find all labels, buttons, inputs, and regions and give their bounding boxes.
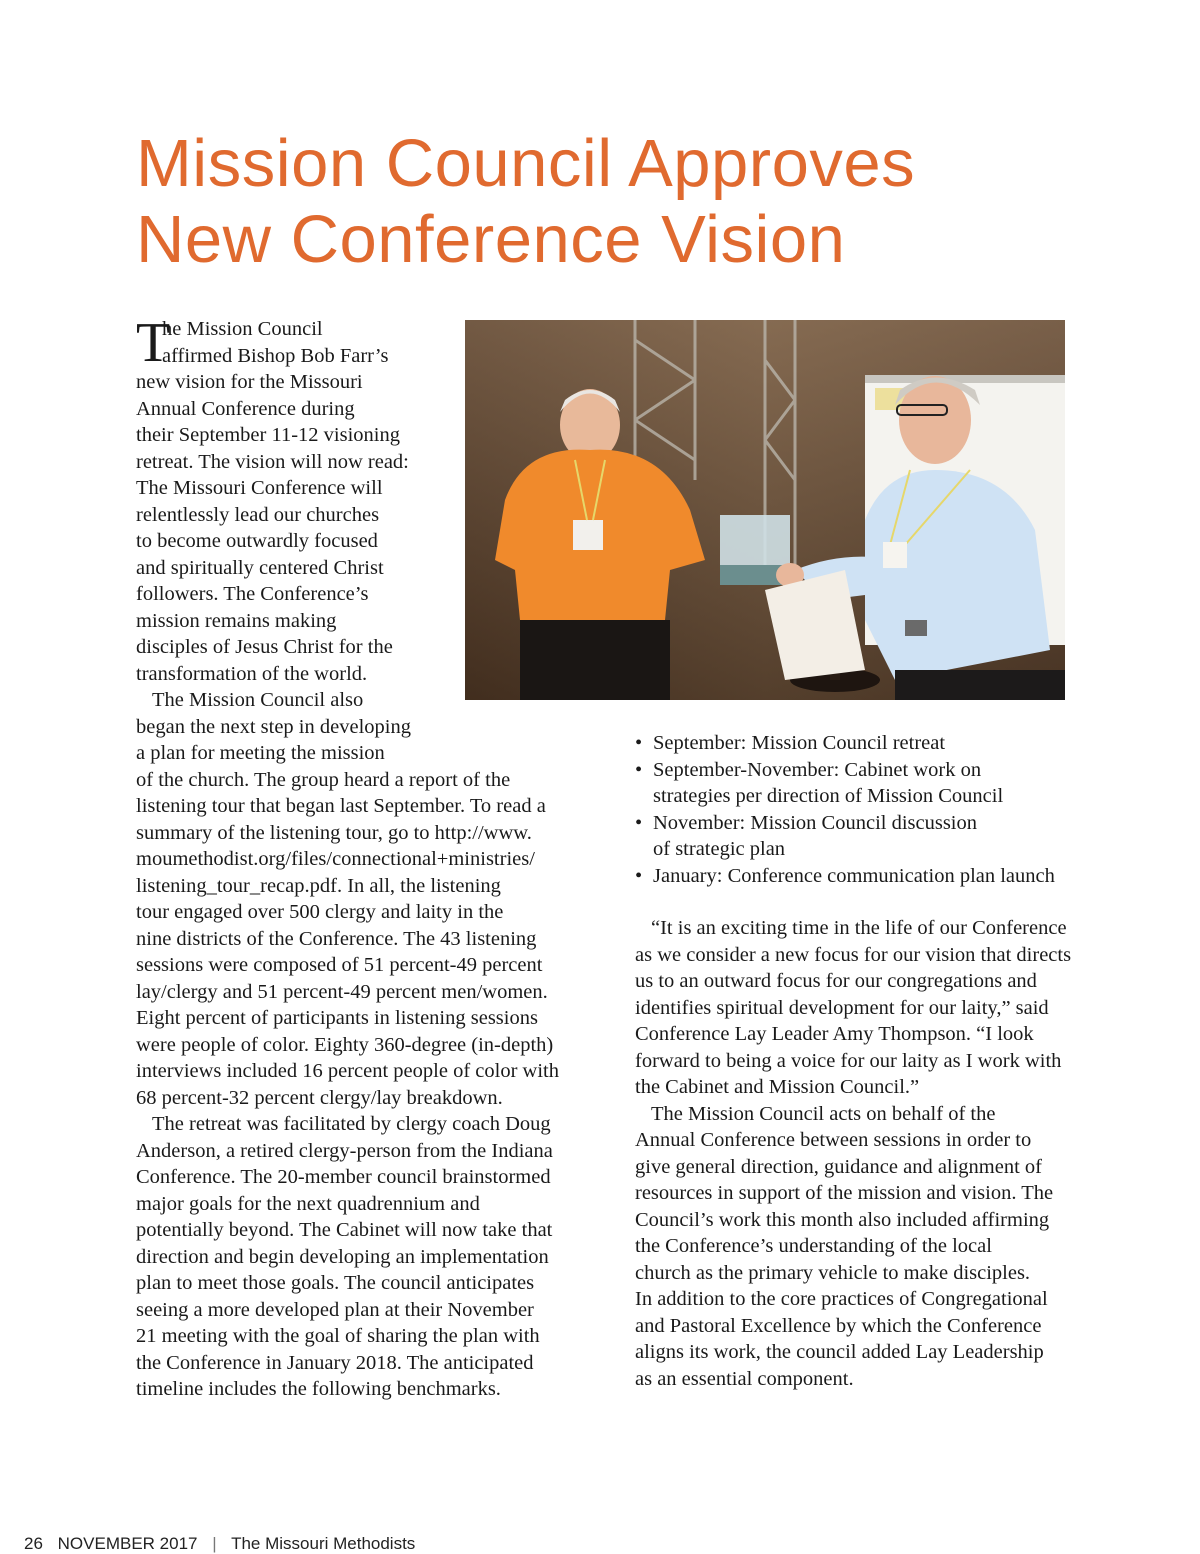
drop-cap: T [136,312,171,374]
timeline-item [635,730,1075,757]
text-line: the Conference’s understanding of the local [635,1235,992,1257]
text-line: give general direction, guidance and alignment of [635,1155,1042,1178]
bullet-icon: • [635,758,643,781]
text-line: summary of the listening tour, go to http://www. [136,821,532,844]
text-line: Conference. The 20-member council brainstormed [136,1166,551,1188]
text-line: of the church. The group heard a report of the [136,768,511,791]
timeline-item [635,810,1075,863]
text-line: major goals for the next quadrennium and [136,1192,480,1215]
text-line: to become outwardly focused [136,530,378,552]
bullet-icon: • [635,732,643,754]
text-line: the Conference in January 2018. The anticipated [136,1351,534,1374]
bullet-icon: • [635,864,643,887]
text-line: aligns its work, the council added Lay Leadership [635,1341,1044,1363]
text-line: retreat. The vision will now read: [136,450,409,473]
article-photo [465,320,1065,700]
text-line: listening_tour_recap.pdf. In all, the listening [136,874,501,897]
text-line: Annual Conference between sessions in order to [635,1129,1032,1151]
text-line: new vision for the Missouri [136,371,363,393]
text-line: he Mission Council [162,318,323,340]
text-line: and spiritually centered Christ [136,556,384,579]
timeline-item-text: strategies per direction of Mission Council [653,785,1004,807]
publication-name: The Missouri Methodists [231,1534,416,1553]
text-line: Anderson, a retired clergy-person from the Indiana [136,1139,553,1162]
text-line: us to an outward focus for our congregations and [635,970,1037,992]
text-line: resources in support of the mission and vision. The [635,1182,1054,1204]
text-line: nine districts of the Conference. The 43 listening [136,927,537,950]
issue-date: NOVEMBER 2017 [57,1534,198,1553]
text-line: Council’s work this month also included affirming [635,1208,1050,1231]
timeline-item-text: November: Mission Council discussion [653,811,978,834]
page-number: 26 [24,1534,43,1553]
timeline-item [635,863,1075,890]
text-line: “It is an exciting time in the life of our Conference [651,917,1067,939]
text-line: were people of color. Eighty 360-degree (in-depth) [136,1033,554,1056]
text-line: The Missouri Conference will [136,477,383,499]
text-line: transformation of the world. [136,662,368,685]
text-line: The Mission Council also [152,689,364,711]
article-headline [136,126,1096,278]
text-line: forward to being a voice for our laity as I work with [635,1049,1062,1072]
text-line: listening tour that began last September. To read a [136,795,546,817]
text-line: affirmed Bishop Bob Farr’s [162,344,389,367]
text-line: their September 11-12 visioning [136,424,400,446]
text-line: relentlessly lead our churches [136,503,380,526]
timeline-item-text: of strategic plan [653,838,786,860]
timeline-item-text: September: Mission Council retreat [653,732,946,754]
text-line: The Mission Council acts on behalf of the [651,1102,996,1125]
text-line: seeing a more developed plan at their November [136,1298,534,1321]
text-line: as an essential component. [635,1367,854,1390]
text-line: tour engaged over 500 clergy and laity in the [136,901,504,923]
text-line: 21 meeting with the goal of sharing the plan with [136,1325,540,1347]
page-footer [24,1534,425,1554]
text-line: potentially beyond. The Cabinet will now take that [136,1219,553,1241]
text-line: Eight percent of participants in listening sessions [136,1007,538,1029]
right-column-text [635,915,1075,1392]
bullet-icon: • [635,811,643,834]
photo-meeting-illustration [465,320,1065,700]
text-line: began the next step in developing [136,715,411,738]
footer-separator: | [212,1534,217,1553]
timeline-item [635,757,1075,810]
text-line: identifies spiritual development for our laity,” said [635,996,1049,1019]
text-line: interviews included 16 percent people of color with [136,1060,559,1082]
text-line: Conference Lay Leader Amy Thompson. “I look [635,1023,1034,1045]
text-line: The retreat was facilitated by clergy coach Doug [152,1113,551,1135]
text-line: moumethodist.org/files/connectional+ministries/ [136,848,535,870]
timeline-item-text: January: Conference communication plan launch [653,864,1055,887]
text-line: In addition to the core practices of Congregational [635,1288,1048,1310]
text-line: 68 percent-32 percent clergy/lay breakdown. [136,1086,503,1109]
timeline-item-text: September-November: Cabinet work on [653,758,982,781]
text-line: as we consider a new focus for our vision that directs [635,943,1072,966]
text-line: plan to meet those goals. The council anticipates [136,1272,535,1294]
text-line: timeline includes the following benchmarks. [136,1378,501,1400]
spacer [635,889,1075,915]
text-line: a plan for meeting the mission [136,742,385,764]
right-column [635,730,1075,1392]
text-line: and Pastoral Excellence by which the Conference [635,1314,1042,1337]
text-line: mission remains making [136,609,337,632]
text-line: church as the primary vehicle to make disciples. [635,1261,1031,1284]
text-line: disciples of Jesus Christ for the [136,636,393,658]
text-line: sessions were composed of 51 percent-49 percent [136,954,543,976]
headline-line-1: Mission Council Approves [136,126,916,201]
text-line: followers. The Conference’s [136,583,369,605]
headline-line-2: New Conference Vision [136,202,846,277]
timeline-benchmarks-list [635,730,1075,889]
text-line: the Cabinet and Mission Council.” [635,1076,920,1098]
text-line: Annual Conference during [136,397,355,420]
text-line: direction and begin developing an implementation [136,1245,549,1268]
text-line: lay/clergy and 51 percent-49 percent men/women. [136,980,548,1003]
